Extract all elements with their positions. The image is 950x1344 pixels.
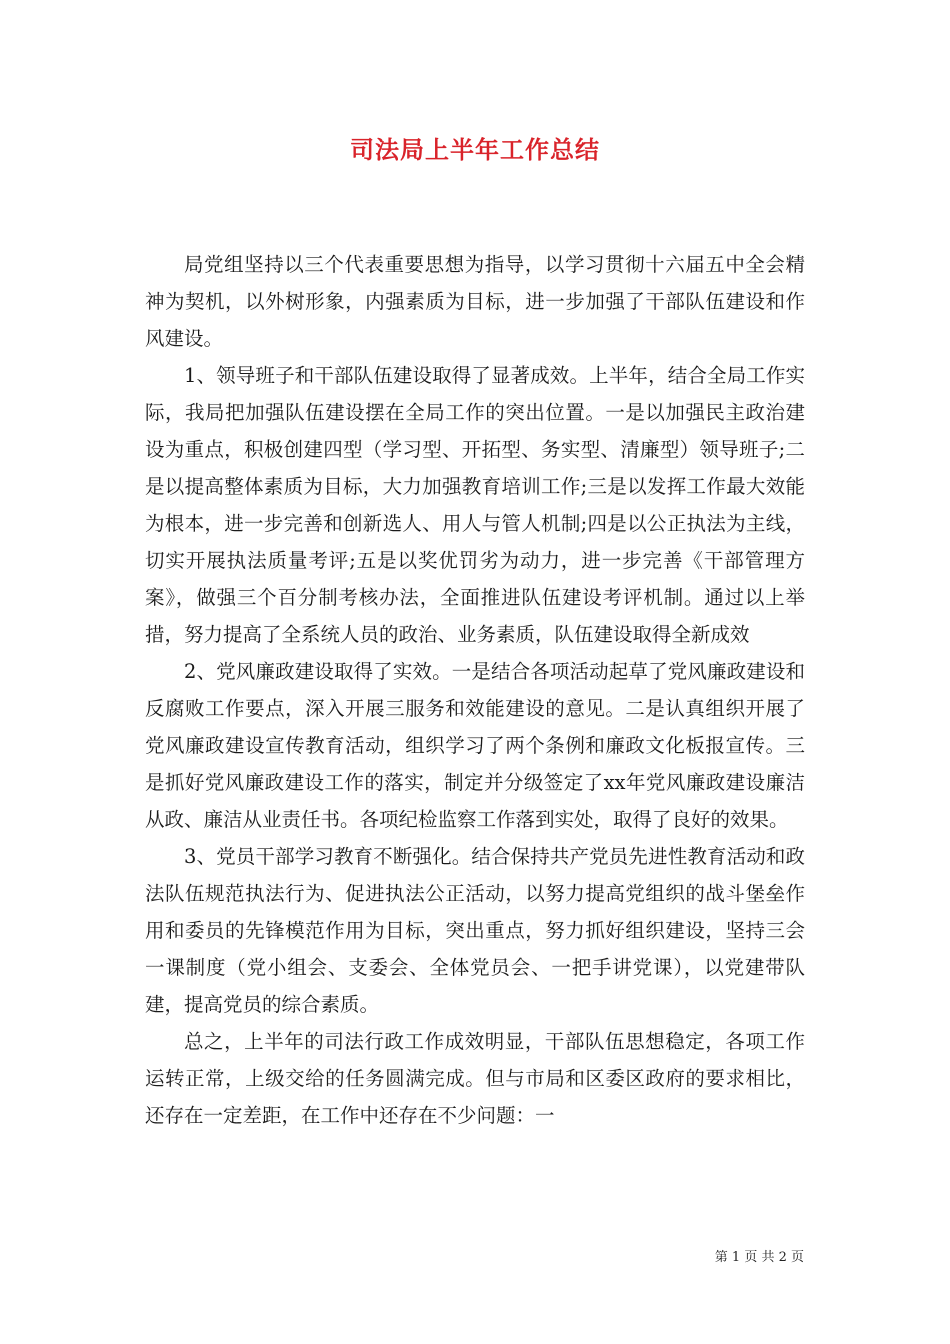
document-title: 司法局上半年工作总结 (350, 136, 600, 164)
document-body (145, 246, 805, 1134)
paragraph-intro: 局党组坚持以三个代表重要思想为指导，以学习贯彻十六届五中全会精神为契机，以外树形象，内强素质为目标，进一步加强了干部队伍建设和作风建设。 (145, 253, 805, 350)
paragraph-team-building: 1、领导班子和干部队伍建设取得了显著成效。上半年，结合全局工作实际，我局把加强队伍建设摆在全局工作的突出位置。一是以加强民主政治建设为重点，积极创建四型（学习型、开拓型、务实型、清廉型）领导班子;二是以提高整体素质为目标，大力加强教育培训工作;三是以发挥工作最大效能为根本，进一步完善和创新选人、用人与管人机制;四是以公正执法为主线，切实开展执法质量考评;五是以奖优罚劣为动力，进一步完善《干部管理方案》，做强三个百分制考核办法，全面推进队伍建设考评机制。通过以上举措，努力提高了全系统人员的政治、业务素质，队伍建设取得全新成效 (145, 364, 805, 646)
paragraph-integrity: 2、党风廉政建设取得了实效。一是结合各项活动起草了党风廉政建设和反腐败工作要点，深入开展三服务和效能建设的意见。二是认真组织开展了党风廉政建设宣传教育活动，组织学习了两个条例和廉政文化板报宣传。三是抓好党风廉政建设工作的落实，制定并分级签定了xx年党风廉政建设廉洁从政、廉洁从业责任书。各项纪检监察工作落到实处，取得了良好的效果。 (145, 660, 805, 831)
page-number-footer: 第 1 页 共 2 页 (714, 1250, 804, 1265)
paragraph-party-education: 3、党员干部学习教育不断强化。结合保持共产党员先进性教育活动和政法队伍规范执法行为、促进执法公正活动，以努力提高党组织的战斗堡垒作用和委员的先锋模范作用为目标，突出重点，努力抓好组织建设，坚持三会一课制度（党小组会、支委会、全体党员会、一把手讲党课），以党建带队建，提高党员的综合素质。 (145, 845, 805, 1016)
paragraph-summary: 总之，上半年的司法行政工作成效明显，干部队伍思想稳定，各项工作运转正常，上级交给的任务圆满完成。但与市局和区委区政府的要求相比，还存在一定差距，在工作中还存在不少问题：一 (145, 1030, 805, 1127)
